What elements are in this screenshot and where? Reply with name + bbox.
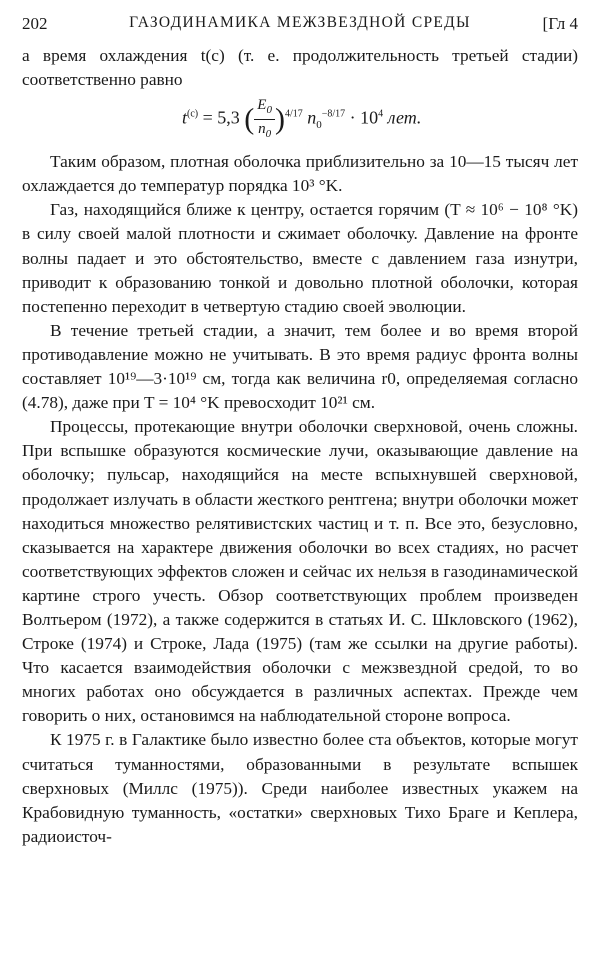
chapter-label: [Гл 4 [542,14,578,33]
paragraph-2: Таким образом, плотная оболочка приблизительно за 10—15 тысяч лет охлаждается до температур порядка 10³ °K. [22,152,578,196]
page-header [22,14,578,44]
formula-cooling-time [22,92,578,150]
book-page [22,14,578,849]
page-number: 202 [22,14,48,33]
fraction: $\frac{E_0}{n_0}$ [254,96,275,143]
page-body [22,44,578,849]
formula-content: $t^{(c)} = 5,3$ ( $\frac{E_0}{n_0}$ )$^{4/17}$ $n_0^{-8/17} \cdot 10^4$ лет. [182,96,421,143]
paragraph-5: Процессы, протекающие внутри оболочки сверхновой, очень сложны. При вспышке образуются космические лучи, оказывающие давление на оболочку; пульсар, находящийся на месте вспыхнувшей сверхновой, продолжает излучать в области жесткого рентгена; внутри оболочки может находиться множество релятивистских частиц и т. п. Все это, безусловно, сказывается на характере движения оболочки во всех стадиях, но расчет соответствующих эффектов сложен и сейчас их нельзя в газодинамической картине строго учесть. Обзор соответствующих проблем произведен Волтьером (1972), а также содержится в статьях И. С. Шкловского (1962), Строке (1974) и Строке, Лада (1975) (там же ссылки на другие работы). Что касается взаимодействия оболочки с межзвездной средой, то во многих работах оно обсуждается в различных аспектах. Прежде чем говорить о них, остановимся на наблюдательной стороне вопроса. [22,417,578,726]
paragraph-3: Газ, находящийся ближе к центру, остается горячим (T ≈ 10⁶ − 10⁸ °K) в силу своей малой плотности и сжимает оболочку. Давление на фронте волны падает и это обстоятельство, вместе с давлением газа изнутри, приводит к образованию тонкой и довольно плотной оболочки, которая постепенно переходит в четвертую стадию своей эволюции. [22,200,578,316]
paragraph-4: В течение третьей стадии, а значит, тем более и во время второй противодавление можно не учитывать. В это время радиус фронта волны составляет 10¹⁹—3·10¹⁹ см, тогда как величина r0, определяемая согласно (4.78), даже при T = 10⁴ °K превосходит 10²¹ см. [22,320,578,413]
paragraph-1: а время охлаждения t(c) (т. е. продолжительность третьей стадии) соответственно равно [22,46,578,90]
running-title: ГАЗОДИНАМИКА МЕЖЗВЕЗДНОЙ СРЕДЫ [129,14,471,31]
paragraph-6: К 1975 г. в Галактике было известно более ста объектов, которые могут считаться туманностями, образованными в результате вспышек сверхновых (Миллс (1975)). Среди наиболее известных укажем на Крабовидную туманность, «остатки» сверхновых Тихо Браге и Кеплера, радиоисточ- [22,730,578,846]
